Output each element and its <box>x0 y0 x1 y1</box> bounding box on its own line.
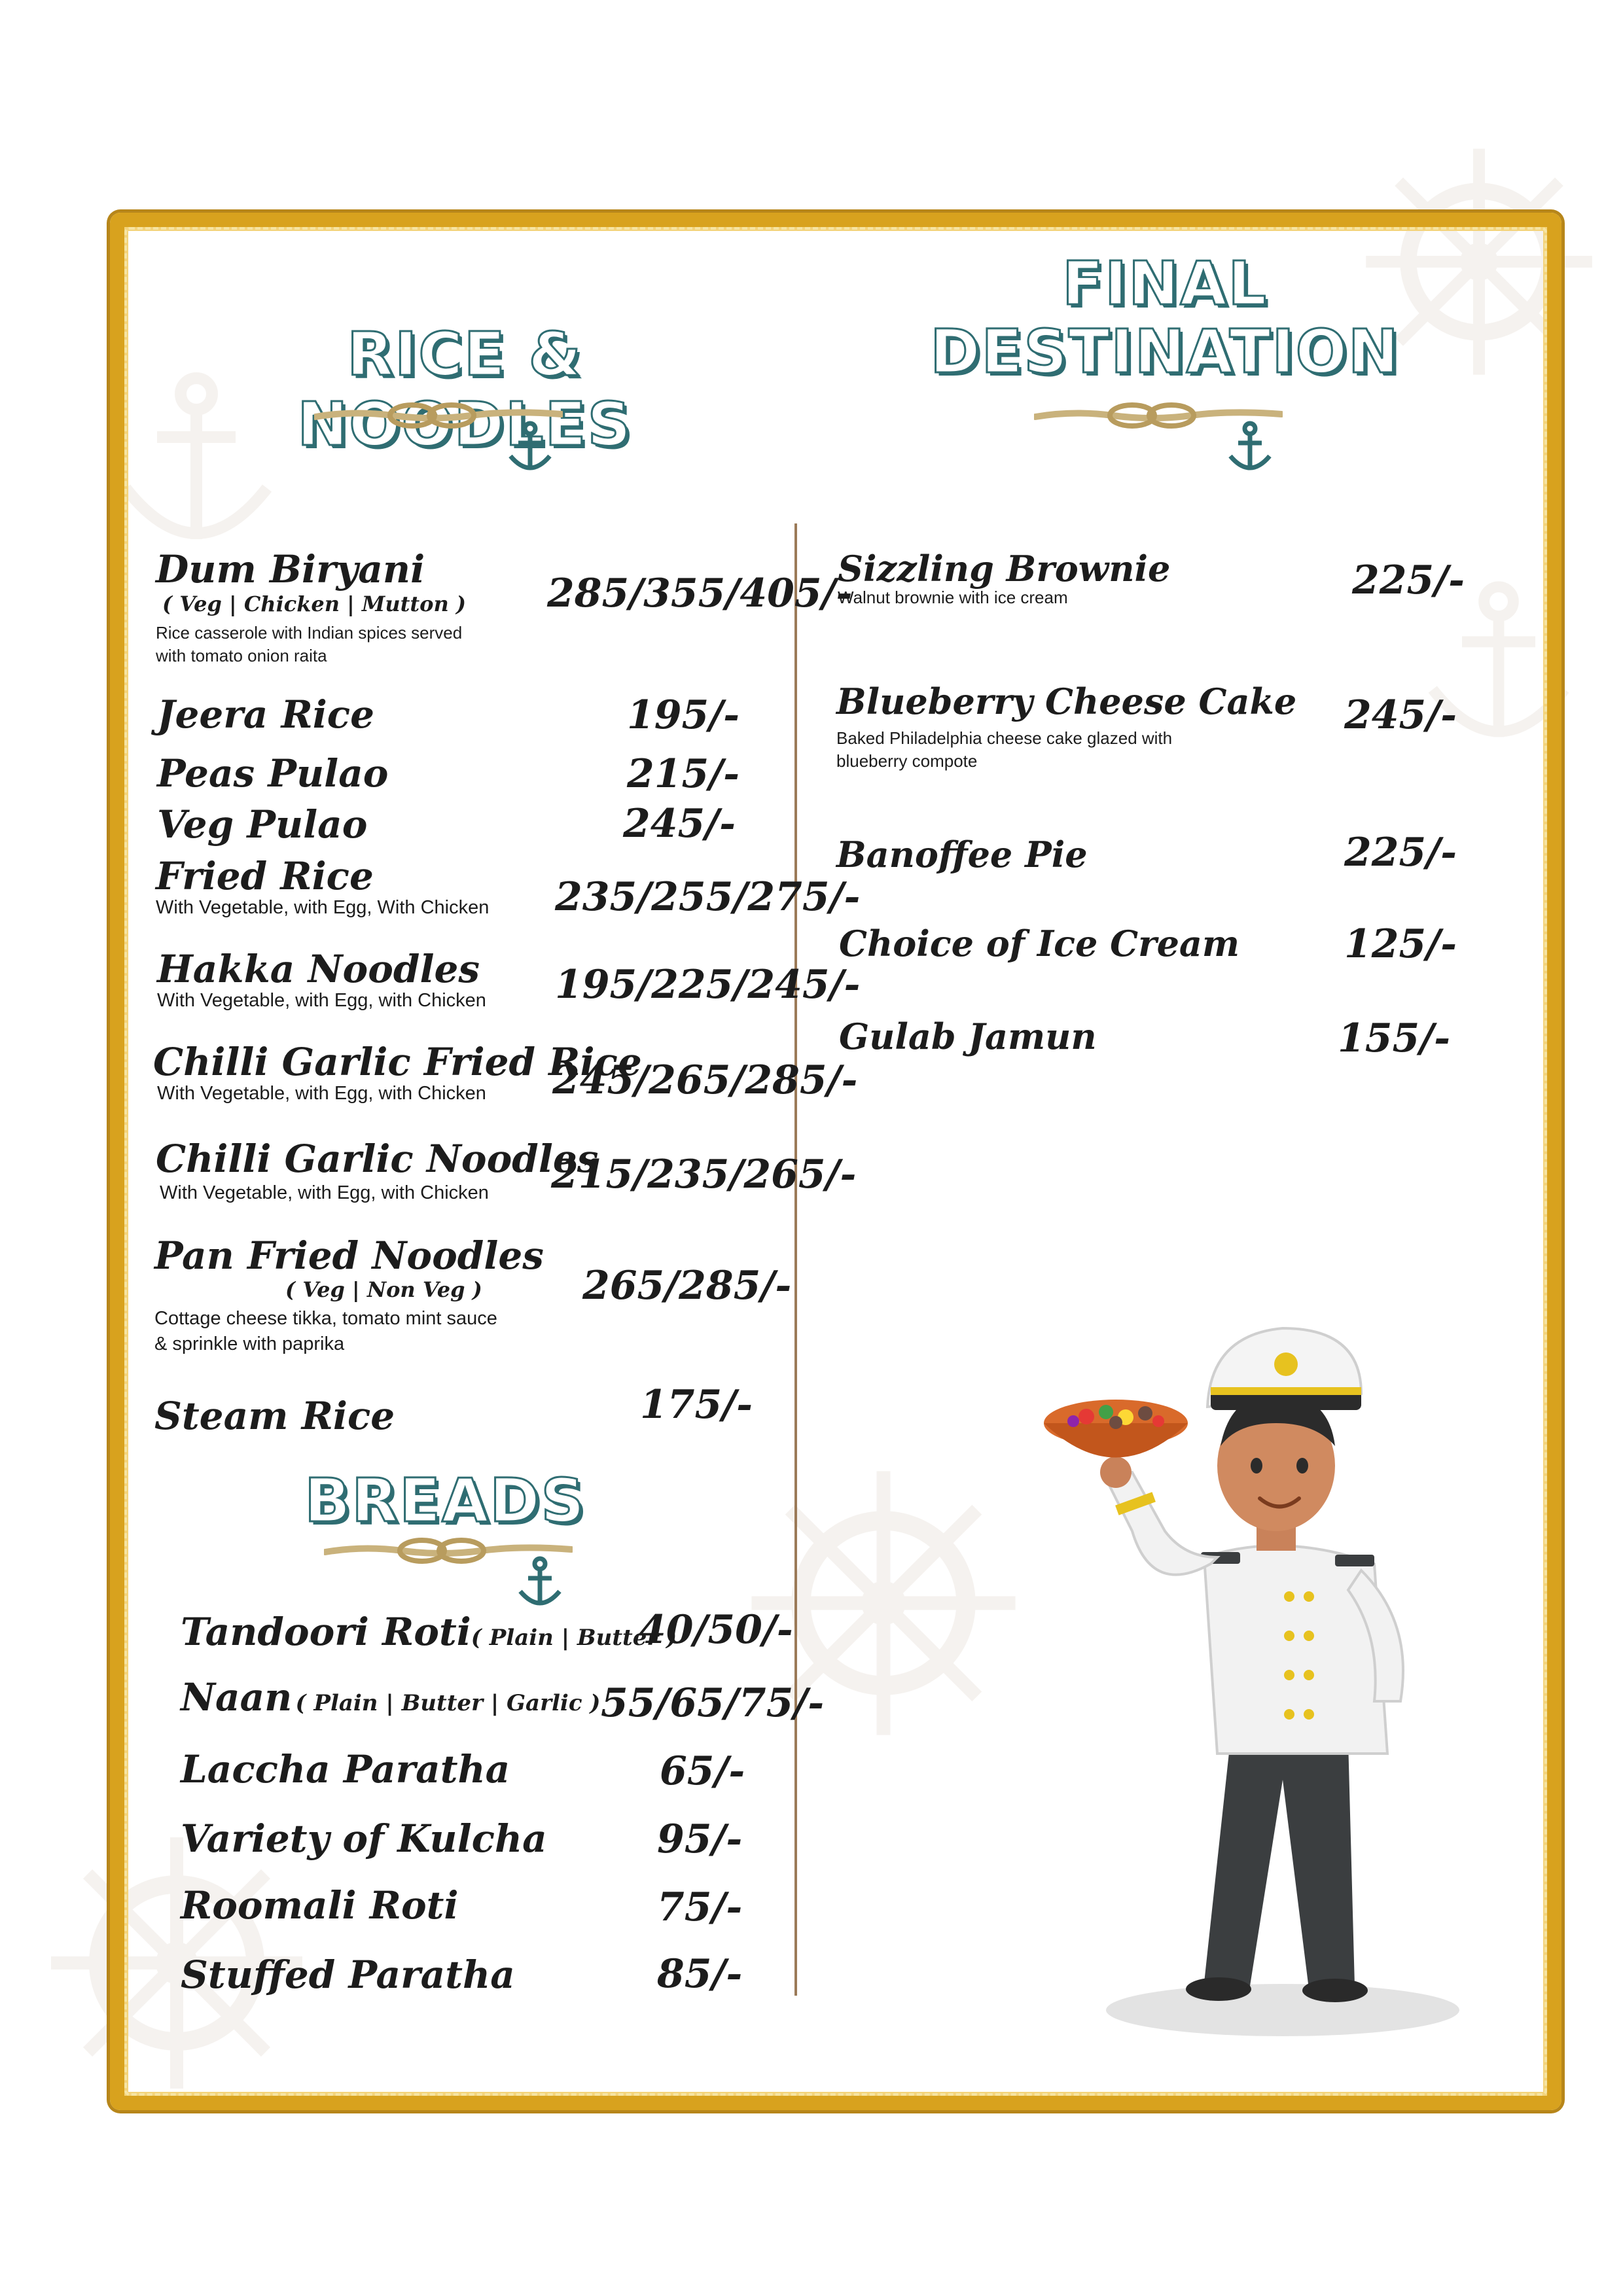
item-name: Sizzling Brownie <box>838 548 1171 590</box>
item-price: 195/225/245/- <box>555 962 861 1008</box>
item-price: 65/- <box>660 1748 745 1794</box>
item-price: 175/- <box>640 1382 753 1428</box>
item-price: 155/- <box>1338 1016 1451 1061</box>
menu-item <box>154 1394 395 1438</box>
menu-item <box>157 947 486 1014</box>
item-price: 245/- <box>1344 692 1457 738</box>
rice-noodles-heading: RICE & NOODLES <box>297 319 632 459</box>
menu-item <box>181 1952 515 1997</box>
item-price: 125/- <box>1344 921 1457 967</box>
item-price: 245/265/285/- <box>552 1057 858 1103</box>
item-name: Veg Pulao <box>157 802 368 847</box>
item-price: 195/- <box>627 692 740 738</box>
menu-item <box>156 547 466 667</box>
item-description: Rice casserole with Indian spices served <box>156 623 463 643</box>
item-name: Jeera Rice <box>157 692 375 737</box>
item-description: Cottage cheese tikka, tomato mint sauce <box>154 1308 497 1329</box>
item-price: 215/- <box>627 751 740 797</box>
item-description: With Vegetable, with Egg, with Chicken <box>157 1083 486 1104</box>
rope-anchor-divider-icon <box>314 396 563 474</box>
menu-item <box>838 548 1171 609</box>
item-description: Baked Philadelphia cheese cake glazed with <box>836 728 1173 748</box>
item-price: 245/- <box>623 801 736 847</box>
item-name: Blueberry Cheese Cake <box>836 680 1297 722</box>
menu-item <box>839 1016 1097 1057</box>
item-name: Naan <box>181 1675 293 1720</box>
item-price: 85/- <box>657 1951 743 1997</box>
item-price: 55/65/75/- <box>601 1680 825 1726</box>
menu-item <box>181 1816 547 1861</box>
item-options: ( Plain | Butter ) <box>471 1625 677 1651</box>
item-options: ( Veg | Chicken | Mutton ) <box>162 592 467 616</box>
item-name: Banoffee Pie <box>836 834 1088 875</box>
item-name: Pan Fried Noodles <box>154 1233 544 1278</box>
final-destination-heading-line2: DESTINATION <box>930 317 1400 387</box>
item-price: 225/- <box>1352 557 1465 603</box>
menu-item <box>839 923 1240 964</box>
item-name: Gulab Jamun <box>839 1016 1097 1057</box>
menu-item <box>157 802 367 847</box>
menu-item <box>181 1610 677 1654</box>
item-name: Tandoori Roti <box>181 1610 471 1654</box>
item-name: Dum Biryani <box>156 547 425 592</box>
captain-chef-illustration <box>1034 1282 1492 2041</box>
item-name: Hakka Noodles <box>157 947 480 991</box>
item-name: Fried Rice <box>156 854 374 898</box>
item-name: Peas Pulao <box>157 751 389 796</box>
item-price: 285/355/405/- <box>547 571 853 616</box>
item-description: with tomato onion raita <box>156 646 327 666</box>
item-price: 215/235/265/- <box>551 1152 857 1197</box>
menu-item <box>156 854 490 921</box>
item-name: Laccha Paratha <box>181 1747 510 1792</box>
menu-item <box>181 1747 510 1792</box>
item-description: & sprinkle with paprika <box>154 1333 345 1355</box>
menu-item <box>154 1233 544 1357</box>
item-name: Steam Rice <box>154 1394 395 1438</box>
final-destination-heading-line1: FINAL <box>1062 249 1268 319</box>
item-name: Roomali Roti <box>181 1883 459 1928</box>
menu-item <box>157 751 388 796</box>
breads-heading: BREADS <box>304 1466 586 1536</box>
item-name: Choice of Ice Cream <box>839 923 1240 964</box>
item-options: ( Plain | Butter | Garlic ) <box>295 1690 601 1716</box>
item-name: Chilli Garlic Noodles <box>156 1137 599 1181</box>
item-options: ( Veg | Non Veg ) <box>285 1277 482 1302</box>
menu-item <box>836 834 1088 875</box>
menu-item <box>836 680 1296 773</box>
item-price: 40/50/- <box>639 1607 793 1653</box>
rope-anchor-divider-icon <box>1034 396 1283 474</box>
menu-item <box>181 1675 600 1720</box>
item-description: Walnut brownie with ice cream <box>838 588 1068 607</box>
item-name: Variety of Kulcha <box>181 1816 547 1861</box>
column-divider <box>794 523 797 1996</box>
item-price: 95/- <box>657 1816 743 1862</box>
item-price: 265/285/- <box>582 1263 792 1309</box>
item-price: 75/- <box>657 1884 743 1930</box>
item-description: blueberry compote <box>836 751 978 771</box>
item-description: With Vegetable, with Egg, with Chicken <box>157 990 486 1011</box>
item-description: With Vegetable, with Egg, with Chicken <box>160 1182 489 1203</box>
item-price: 225/- <box>1344 830 1457 875</box>
menu-item <box>156 1137 599 1206</box>
item-price: 235/255/275/- <box>555 874 861 920</box>
menu-item <box>157 692 374 737</box>
menu-item <box>181 1883 459 1928</box>
item-name: Stuffed Paratha <box>181 1952 515 1997</box>
rope-anchor-divider-icon <box>324 1531 573 1610</box>
item-description: With Vegetable, with Egg, With Chicken <box>156 897 490 918</box>
item-name: Chilli Garlic Fried Rice <box>153 1040 642 1084</box>
